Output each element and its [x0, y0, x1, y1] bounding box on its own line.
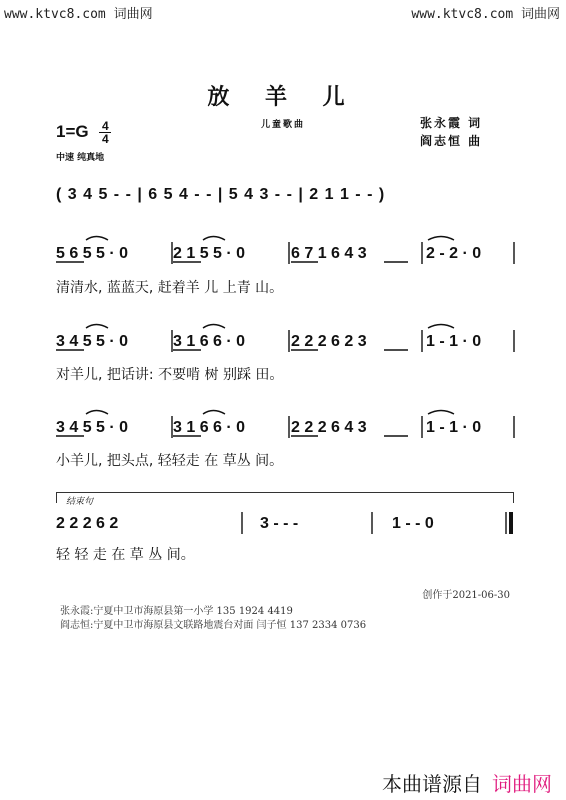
svg-text:3 4 5 5 · 0: 3 4 5 5 · 0	[56, 333, 129, 350]
svg-text:2 - 2 · 0: 2 - 2 · 0	[426, 245, 482, 262]
svg-text:3 1 6 6 · 0: 3 1 6 6 · 0	[173, 333, 246, 350]
created-date: 创作于2021-06-30	[422, 590, 510, 601]
watermark-left: www.ktvc8.com 词曲网	[4, 7, 153, 22]
lyricist-credit: 张永霞 词	[420, 116, 483, 130]
tempo-marking: 中速 纯真地	[56, 153, 105, 163]
brand-site: 词曲网	[492, 772, 552, 796]
score-row-ending	[56, 512, 516, 536]
ending-bracket	[56, 492, 514, 503]
contact-composer: 阎志恒:宁夏中卫市海原县文联路地震台对面 闫子恒 137 2334 0736	[60, 620, 367, 631]
score-row-ending-notation	[56, 512, 516, 542]
song-genre: 儿童歌曲	[260, 120, 305, 130]
brand-prefix: 本曲谱源自	[382, 772, 482, 796]
score-row-3	[56, 416, 516, 440]
svg-text:2 2 2 6 4 3: 2 2 2 6 4 3	[291, 419, 367, 436]
svg-text:3 1 6 6 · 0: 3 1 6 6 · 0	[173, 419, 246, 436]
key-text: 1=G	[56, 121, 89, 141]
score-row-2	[56, 330, 516, 354]
svg-text:3 4 5 5 · 0: 3 4 5 5 · 0	[56, 419, 129, 436]
final-barline	[509, 512, 513, 534]
time-bottom: 4	[102, 132, 109, 146]
song-title: 放 羊 儿	[207, 84, 359, 110]
composer-credit: 阎志恒 曲	[420, 134, 483, 148]
svg-text:1 - - 0: 1 - - 0	[392, 515, 434, 532]
intro-notes: ( 3 4 5 - - | 6 5 4 - - | 5 4 3 - - | 2 1 1 - - )	[56, 186, 386, 203]
intro-row	[56, 186, 516, 210]
lyric-line-3: 小羊儿, 把头点, 轻轻走 在 草丛 间。	[56, 453, 284, 469]
svg-text:5 6 5 5 · 0: 5 6 5 5 · 0	[56, 245, 129, 262]
svg-text:1 - 1 · 0: 1 - 1 · 0	[426, 333, 482, 350]
contact-lyricist: 张永霞:宁夏中卫市海原县第一小学 135 1924 4419	[60, 606, 293, 617]
watermark-right: www.ktvc8.com 词曲网	[411, 7, 560, 22]
score-row-1	[56, 242, 516, 266]
svg-text:1 - 1 · 0: 1 - 1 · 0	[426, 419, 482, 436]
score-row-3-notation	[56, 416, 516, 446]
score-row-1-notation	[56, 242, 516, 272]
svg-text:2 2 2 6 2: 2 2 2 6 2	[56, 515, 119, 532]
lyric-line-2: 对羊儿, 把话讲: 不要啃 树 别踩 田。	[56, 367, 284, 383]
svg-text:3 - - -: 3 - - -	[260, 515, 299, 532]
time-top: 4	[102, 119, 109, 133]
lyric-line-1: 清清水, 蓝蓝天, 赶着羊 儿 上青 山。	[56, 280, 284, 296]
svg-text:2 1 5 5 · 0: 2 1 5 5 · 0	[173, 245, 246, 262]
lyric-ending: 轻 轻 走 在 草 丛 间。	[56, 547, 195, 563]
ending-label: 结束句	[66, 497, 94, 507]
svg-text:2 2 2 6 2 3: 2 2 2 6 2 3	[291, 333, 367, 350]
score-row-2-notation	[56, 330, 516, 360]
svg-text:6 7 1 6 4 3: 6 7 1 6 4 3	[291, 245, 367, 262]
source-brand	[382, 768, 552, 797]
